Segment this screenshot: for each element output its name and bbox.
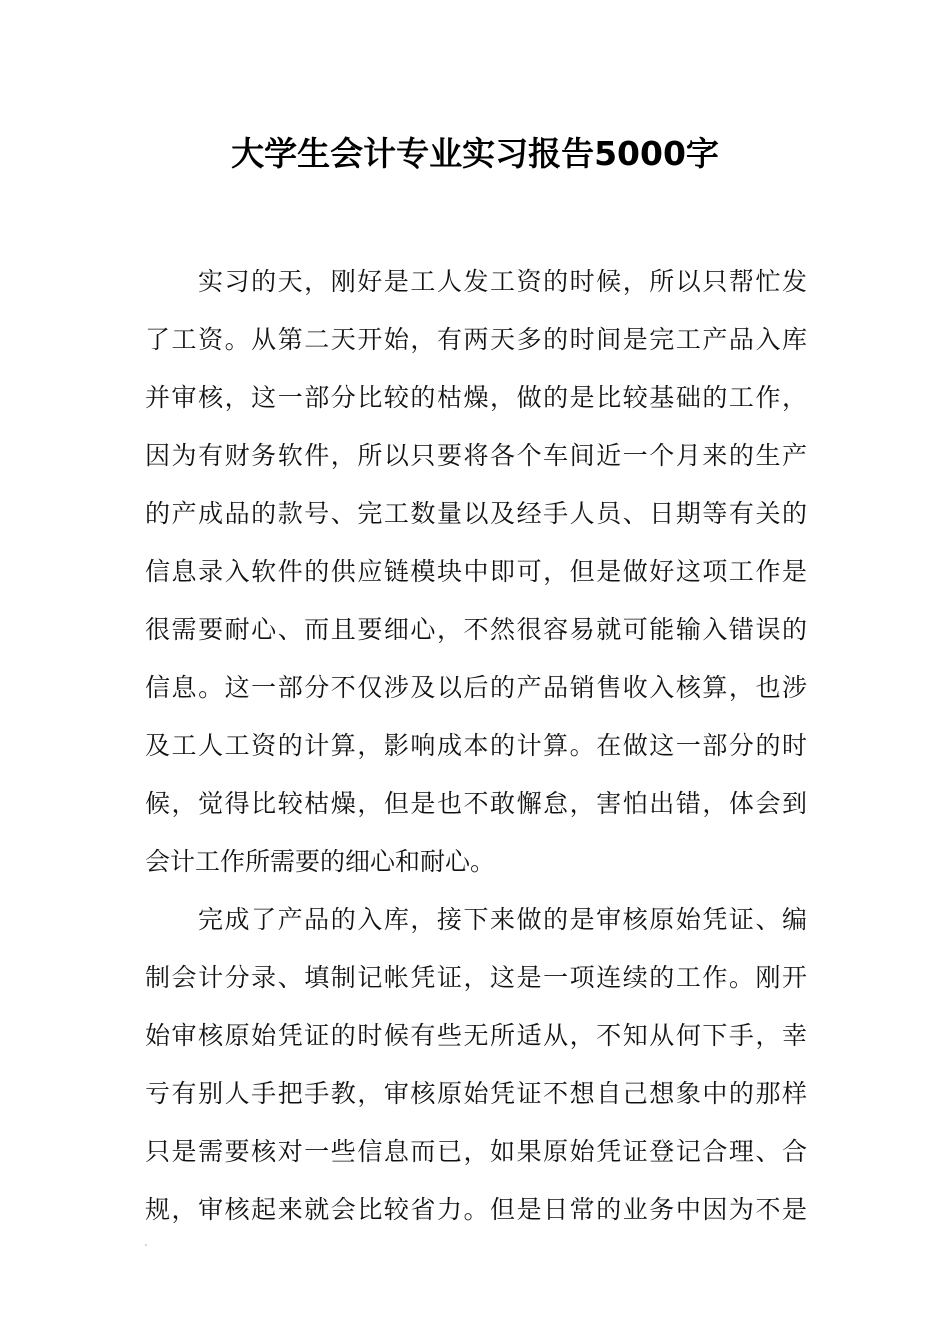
paragraph-1-line: 候，觉得比较枯燥，但是也不敢懈怠，害怕出错，体会到 [145, 789, 807, 818]
paragraph-1-line: 信息。这一部分不仅涉及以后的产品销售收入核算，也涉 [145, 673, 807, 702]
paragraph-2-line: 始审核原始凭证的时候有些无所适从，不知从何下手，幸 [145, 1021, 807, 1050]
document-body [145, 253, 807, 1239]
paragraph-2-line: 制会计分录、填制记帐凭证，这是一项连续的工作。刚开 [145, 963, 807, 992]
paragraph-1-line: 会计工作所需要的细心和耐心。 [145, 847, 496, 876]
document-title: 大学生会计专业实习报告5000字 [231, 134, 719, 173]
paragraph-1-line: 实习的天，刚好是工人发工资的时候，所以只帮忙发 [198, 267, 807, 296]
paragraph-1-line: 并审核，这一部分比较的枯燥，做的是比较基础的工作， [145, 383, 807, 412]
paragraph-1-line: 了工资。从第二天开始，有两天多的时间是完工产品入库 [145, 325, 807, 354]
paragraph-1-line: 的产成品的款号、完工数量以及经手人员、日期等有关的 [145, 499, 807, 528]
paragraph-2-line: 完成了产品的入库，接下来做的是审核原始凭证、编 [198, 905, 807, 934]
paragraph-1-line: 因为有财务软件，所以只要将各个车间近一个月来的生产 [145, 441, 807, 470]
paragraph-2-line: 亏有别人手把手教，审核原始凭证不想自己想象中的那样 [145, 1079, 807, 1108]
paragraph-2-line: 规，审核起来就会比较省力。但是日常的业务中因为不是 [145, 1195, 807, 1224]
paragraph-2-line: 只是需要核对一些信息而已，如果原始凭证登记合理、合 [145, 1137, 807, 1166]
paragraph-1-line: 很需要耐心、而且要细心，不然很容易就可能输入错误的 [145, 615, 807, 644]
paragraph-1-line: 信息录入软件的供应链模块中即可，但是做好这项工作是 [145, 557, 807, 586]
page-speck [145, 1244, 147, 1246]
paragraph-1-line: 及工人工资的计算，影响成本的计算。在做这一部分的时 [145, 731, 807, 760]
